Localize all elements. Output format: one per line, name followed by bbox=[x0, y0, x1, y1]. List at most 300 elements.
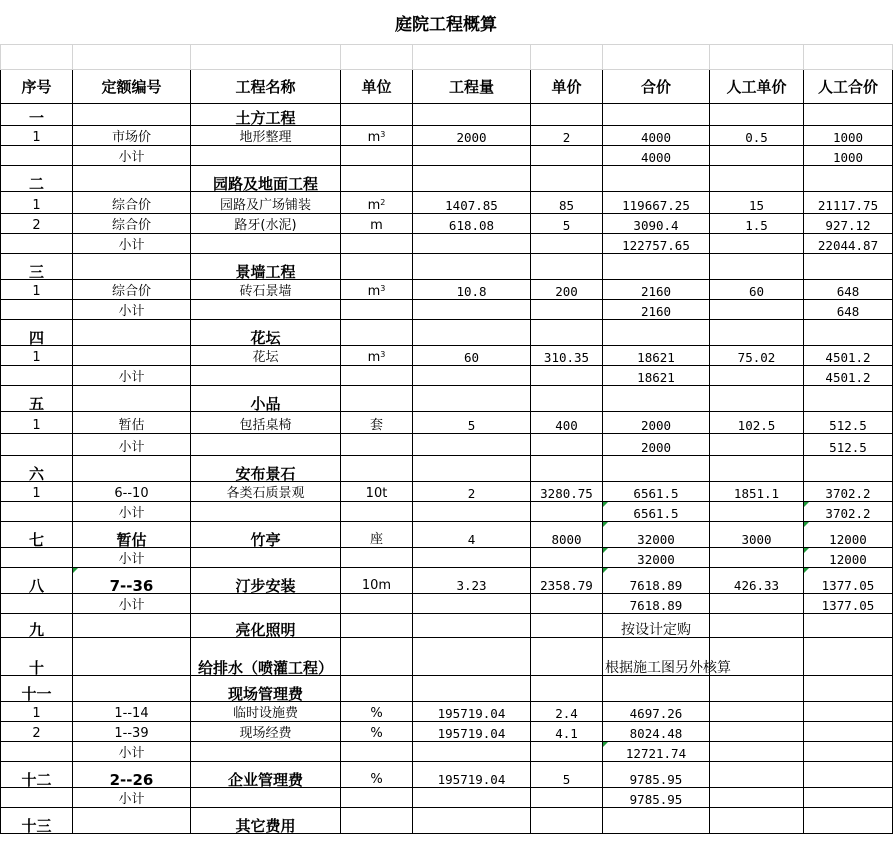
table-cell[interactable]: 2000 bbox=[603, 434, 710, 456]
table-cell[interactable] bbox=[191, 300, 341, 320]
table-cell[interactable]: 75.02 bbox=[710, 346, 804, 366]
table-cell[interactable] bbox=[710, 594, 804, 614]
table-cell[interactable]: 195719.04 bbox=[413, 702, 531, 722]
table-cell[interactable] bbox=[710, 254, 804, 280]
table-cell[interactable] bbox=[413, 234, 531, 254]
table-cell[interactable] bbox=[413, 434, 531, 456]
table-cell[interactable] bbox=[531, 300, 603, 320]
table-cell[interactable]: % bbox=[341, 702, 413, 722]
table-cell[interactable]: 3702.2 bbox=[804, 502, 893, 522]
table-cell[interactable]: 九 bbox=[1, 614, 73, 638]
table-cell[interactable]: 927.12 bbox=[804, 214, 893, 234]
table-cell[interactable] bbox=[73, 808, 191, 834]
table-cell[interactable] bbox=[191, 788, 341, 808]
table-cell[interactable]: 现场管理费 bbox=[191, 676, 341, 702]
table-cell[interactable]: 套 bbox=[341, 412, 413, 434]
table-cell[interactable] bbox=[1, 300, 73, 320]
table-cell[interactable]: 十一 bbox=[1, 676, 73, 702]
table-cell[interactable]: 小计 bbox=[73, 234, 191, 254]
table-cell[interactable]: 十 bbox=[1, 638, 73, 676]
table-cell[interactable] bbox=[413, 548, 531, 568]
table-cell[interactable] bbox=[413, 146, 531, 166]
table-cell[interactable] bbox=[531, 166, 603, 192]
table-cell[interactable]: 2160 bbox=[603, 280, 710, 300]
table-cell[interactable]: 6--10 bbox=[73, 482, 191, 502]
table-cell[interactable]: 暂估 bbox=[73, 412, 191, 434]
header-cell[interactable]: 合价 bbox=[603, 70, 710, 104]
table-cell[interactable]: 小计 bbox=[73, 502, 191, 522]
table-cell[interactable]: 七 bbox=[1, 522, 73, 548]
table-cell[interactable]: $m^3$ bbox=[341, 126, 413, 146]
table-cell[interactable]: 安布景石 bbox=[191, 456, 341, 482]
table-cell[interactable] bbox=[603, 676, 710, 702]
table-cell[interactable] bbox=[341, 366, 413, 386]
table-cell[interactable]: 10t bbox=[341, 482, 413, 502]
table-cell[interactable]: 花坛 bbox=[191, 346, 341, 366]
table-cell[interactable] bbox=[413, 300, 531, 320]
table-cell[interactable] bbox=[191, 234, 341, 254]
table-cell[interactable] bbox=[341, 146, 413, 166]
table-cell[interactable]: 包括桌椅 bbox=[191, 412, 341, 434]
table-cell[interactable] bbox=[341, 166, 413, 192]
table-cell[interactable] bbox=[603, 386, 710, 412]
table-cell[interactable] bbox=[710, 788, 804, 808]
header-cell[interactable]: 序号 bbox=[1, 70, 73, 104]
table-cell[interactable]: 土方工程 bbox=[191, 104, 341, 126]
table-cell[interactable]: 综合价 bbox=[73, 214, 191, 234]
table-cell[interactable]: 座 bbox=[341, 522, 413, 548]
table-cell[interactable]: 1000 bbox=[804, 146, 893, 166]
table-cell[interactable] bbox=[804, 320, 893, 346]
table-cell[interactable] bbox=[804, 614, 893, 638]
table-cell[interactable]: 砖石景墙 bbox=[191, 280, 341, 300]
table-cell[interactable] bbox=[341, 300, 413, 320]
table-cell[interactable] bbox=[710, 434, 804, 456]
header-cell[interactable]: 单位 bbox=[341, 70, 413, 104]
table-cell[interactable]: 1.5 bbox=[710, 214, 804, 234]
table-cell[interactable]: 618.08 bbox=[413, 214, 531, 234]
table-cell[interactable]: 1 bbox=[1, 702, 73, 722]
table-cell[interactable] bbox=[1, 502, 73, 522]
table-cell[interactable]: 1 bbox=[1, 280, 73, 300]
table-cell[interactable]: 1 bbox=[1, 482, 73, 502]
table-cell[interactable]: 1--39 bbox=[73, 722, 191, 742]
table-cell[interactable] bbox=[804, 676, 893, 702]
table-cell[interactable] bbox=[710, 808, 804, 834]
table-cell[interactable]: 4501.2 bbox=[804, 366, 893, 386]
table-cell[interactable] bbox=[531, 146, 603, 166]
table-cell[interactable]: 亮化照明 bbox=[191, 614, 341, 638]
table-cell[interactable]: 竹亭 bbox=[191, 522, 341, 548]
table-cell[interactable]: 4000 bbox=[603, 126, 710, 146]
header-cell[interactable]: 工程名称 bbox=[191, 70, 341, 104]
table-cell[interactable] bbox=[804, 166, 893, 192]
table-cell[interactable] bbox=[710, 502, 804, 522]
table-cell[interactable]: 按设计定购 bbox=[603, 614, 710, 638]
table-cell[interactable]: 22044.87 bbox=[804, 234, 893, 254]
table-cell[interactable] bbox=[531, 456, 603, 482]
table-cell[interactable] bbox=[603, 166, 710, 192]
table-cell[interactable]: 0.5 bbox=[710, 126, 804, 146]
table-cell[interactable]: 园路及地面工程 bbox=[191, 166, 341, 192]
table-cell[interactable] bbox=[531, 366, 603, 386]
table-cell[interactable] bbox=[341, 434, 413, 456]
table-cell[interactable]: 512.5 bbox=[804, 434, 893, 456]
table-cell[interactable]: 18621 bbox=[603, 366, 710, 386]
table-cell[interactable]: 7--36 bbox=[73, 568, 191, 594]
table-cell[interactable]: 12721.74 bbox=[603, 742, 710, 762]
table-cell[interactable]: m bbox=[341, 214, 413, 234]
table-cell[interactable] bbox=[341, 742, 413, 762]
table-cell[interactable]: 3000 bbox=[710, 522, 804, 548]
table-cell[interactable] bbox=[413, 254, 531, 280]
table-cell[interactable] bbox=[191, 502, 341, 522]
table-cell[interactable] bbox=[341, 320, 413, 346]
table-cell[interactable] bbox=[531, 434, 603, 456]
table-cell[interactable]: 5 bbox=[531, 214, 603, 234]
table-cell[interactable]: 2000 bbox=[413, 126, 531, 146]
table-cell[interactable] bbox=[73, 386, 191, 412]
table-cell[interactable] bbox=[804, 254, 893, 280]
table-cell[interactable] bbox=[341, 614, 413, 638]
table-cell[interactable] bbox=[1, 594, 73, 614]
table-cell[interactable]: 10.8 bbox=[413, 280, 531, 300]
table-cell[interactable] bbox=[531, 254, 603, 280]
table-cell[interactable]: 4501.2 bbox=[804, 346, 893, 366]
table-cell[interactable]: 195719.04 bbox=[413, 762, 531, 788]
table-cell[interactable]: 2000 bbox=[603, 412, 710, 434]
table-cell[interactable]: 1 bbox=[1, 192, 73, 214]
subtotal-row bbox=[1, 434, 893, 456]
table-cell[interactable] bbox=[603, 456, 710, 482]
table-cell[interactable] bbox=[413, 742, 531, 762]
table-cell[interactable] bbox=[73, 254, 191, 280]
table-cell[interactable]: 400 bbox=[531, 412, 603, 434]
table-cell[interactable]: 六 bbox=[1, 456, 73, 482]
table-cell[interactable] bbox=[191, 434, 341, 456]
table-cell[interactable]: 十三 bbox=[1, 808, 73, 834]
table-cell[interactable]: 3702.2 bbox=[804, 482, 893, 502]
table-cell[interactable]: 小计 bbox=[73, 742, 191, 762]
table-cell[interactable] bbox=[603, 104, 710, 126]
table-cell[interactable]: 7618.89 bbox=[603, 568, 710, 594]
table-cell[interactable]: 15 bbox=[710, 192, 804, 214]
table-cell[interactable] bbox=[413, 788, 531, 808]
table-cell[interactable]: 2.4 bbox=[531, 702, 603, 722]
table-cell[interactable] bbox=[341, 594, 413, 614]
sheet-title: 庭院工程概算 bbox=[0, 0, 892, 45]
table-cell[interactable] bbox=[603, 320, 710, 346]
table-cell[interactable] bbox=[413, 456, 531, 482]
table-cell[interactable] bbox=[531, 808, 603, 834]
header-cell[interactable]: 人工合价 bbox=[804, 70, 893, 104]
table-cell[interactable] bbox=[191, 548, 341, 568]
table-cell[interactable] bbox=[531, 594, 603, 614]
table-cell[interactable] bbox=[710, 722, 804, 742]
table-cell[interactable] bbox=[710, 146, 804, 166]
table-cell[interactable] bbox=[1, 548, 73, 568]
table-cell[interactable]: 32000 bbox=[603, 548, 710, 568]
table-cell[interactable]: 10m bbox=[341, 568, 413, 594]
table-cell[interactable]: 2 bbox=[1, 722, 73, 742]
table-cell[interactable]: 小计 bbox=[73, 146, 191, 166]
table-cell[interactable] bbox=[804, 762, 893, 788]
table-cell[interactable]: 310.35 bbox=[531, 346, 603, 366]
table-cell[interactable] bbox=[341, 548, 413, 568]
table-cell[interactable]: 给排水（喷灌工程） bbox=[191, 638, 341, 676]
table-cell[interactable]: 3.23 bbox=[413, 568, 531, 594]
table-cell[interactable] bbox=[341, 788, 413, 808]
table-cell[interactable] bbox=[1, 788, 73, 808]
table-cell[interactable] bbox=[341, 456, 413, 482]
table-cell[interactable]: 119667.25 bbox=[603, 192, 710, 214]
table-cell[interactable]: 195719.04 bbox=[413, 722, 531, 742]
table-cell[interactable] bbox=[413, 808, 531, 834]
table-cell[interactable]: 市场价 bbox=[73, 126, 191, 146]
table-cell[interactable] bbox=[804, 702, 893, 722]
table-cell[interactable] bbox=[1, 234, 73, 254]
table-cell[interactable] bbox=[341, 808, 413, 834]
table-cell[interactable]: 21117.75 bbox=[804, 192, 893, 214]
table-cell[interactable] bbox=[413, 676, 531, 702]
table-cell[interactable]: 8000 bbox=[531, 522, 603, 548]
table-cell[interactable]: 4697.26 bbox=[603, 702, 710, 722]
table-cell[interactable]: 汀步安装 bbox=[191, 568, 341, 594]
table-cell[interactable] bbox=[413, 320, 531, 346]
table-cell[interactable] bbox=[413, 104, 531, 126]
table-cell[interactable]: 五 bbox=[1, 386, 73, 412]
table-cell[interactable]: 1 bbox=[1, 412, 73, 434]
table-cell[interactable]: 60 bbox=[413, 346, 531, 366]
table-cell[interactable] bbox=[413, 366, 531, 386]
table-cell[interactable] bbox=[710, 548, 804, 568]
table-cell[interactable] bbox=[531, 548, 603, 568]
table-cell[interactable] bbox=[804, 456, 893, 482]
table-cell[interactable] bbox=[73, 346, 191, 366]
table-cell[interactable] bbox=[710, 456, 804, 482]
table-cell[interactable] bbox=[603, 808, 710, 834]
table-cell[interactable] bbox=[710, 104, 804, 126]
table-cell[interactable] bbox=[804, 808, 893, 834]
table-cell[interactable]: 32000 bbox=[603, 522, 710, 548]
table-cell[interactable]: 2358.79 bbox=[531, 568, 603, 594]
table-cell[interactable] bbox=[413, 638, 531, 676]
table-cell[interactable]: 四 bbox=[1, 320, 73, 346]
table-cell[interactable] bbox=[341, 638, 413, 676]
table-cell[interactable]: $m^3$ bbox=[341, 346, 413, 366]
table-cell[interactable] bbox=[710, 762, 804, 788]
table-cell[interactable] bbox=[341, 502, 413, 522]
table-cell[interactable]: 2 bbox=[531, 126, 603, 146]
table-cell[interactable] bbox=[710, 234, 804, 254]
table-cell[interactable] bbox=[191, 366, 341, 386]
table-cell[interactable] bbox=[73, 638, 191, 676]
table-cell[interactable]: 小品 bbox=[191, 386, 341, 412]
table-cell[interactable]: 4000 bbox=[603, 146, 710, 166]
table-cell[interactable]: 5 bbox=[413, 412, 531, 434]
table-cell[interactable] bbox=[710, 614, 804, 638]
table-cell[interactable]: 园路及广场铺装 bbox=[191, 192, 341, 214]
header-cell[interactable]: 工程量 bbox=[413, 70, 531, 104]
table-cell[interactable] bbox=[531, 104, 603, 126]
table-cell[interactable]: 小计 bbox=[73, 548, 191, 568]
table-cell[interactable]: 648 bbox=[804, 280, 893, 300]
table-cell[interactable]: 1377.05 bbox=[804, 594, 893, 614]
table-cell[interactable] bbox=[73, 676, 191, 702]
table-cell[interactable]: 综合价 bbox=[73, 192, 191, 214]
table-cell[interactable]: 4 bbox=[413, 522, 531, 548]
table-cell[interactable]: $m^2$ bbox=[341, 192, 413, 214]
table-cell[interactable] bbox=[710, 702, 804, 722]
table-cell[interactable] bbox=[804, 788, 893, 808]
table-cell[interactable]: 小计 bbox=[73, 594, 191, 614]
table-cell[interactable]: 1 bbox=[1, 126, 73, 146]
table-cell[interactable]: 426.33 bbox=[710, 568, 804, 594]
table-cell[interactable] bbox=[710, 320, 804, 346]
table-cell[interactable] bbox=[341, 676, 413, 702]
table-cell[interactable] bbox=[73, 456, 191, 482]
table-cell[interactable]: 1 bbox=[1, 346, 73, 366]
table-cell[interactable]: 102.5 bbox=[710, 412, 804, 434]
table-cell[interactable]: 小计 bbox=[73, 788, 191, 808]
table-cell[interactable]: 3280.75 bbox=[531, 482, 603, 502]
table-cell[interactable]: 9785.95 bbox=[603, 762, 710, 788]
table-cell[interactable]: 85 bbox=[531, 192, 603, 214]
table-cell[interactable]: 6561.5 bbox=[603, 482, 710, 502]
table-cell[interactable]: 1851.1 bbox=[710, 482, 804, 502]
header-cell[interactable]: 单价 bbox=[531, 70, 603, 104]
table-cell[interactable]: 2 bbox=[1, 214, 73, 234]
table-cell[interactable] bbox=[413, 614, 531, 638]
table-cell[interactable] bbox=[341, 104, 413, 126]
table-cell[interactable]: % bbox=[341, 722, 413, 742]
table-cell[interactable] bbox=[531, 742, 603, 762]
table-cell[interactable]: 3090.4 bbox=[603, 214, 710, 234]
table-cell[interactable] bbox=[341, 254, 413, 280]
table-cell[interactable]: 企业管理费 bbox=[191, 762, 341, 788]
table-cell[interactable]: 8024.48 bbox=[603, 722, 710, 742]
table-cell[interactable] bbox=[413, 166, 531, 192]
table-cell[interactable] bbox=[531, 234, 603, 254]
table-cell[interactable]: 各类石质景观 bbox=[191, 482, 341, 502]
table-cell[interactable]: 200 bbox=[531, 280, 603, 300]
table-cell[interactable]: 2 bbox=[413, 482, 531, 502]
table-cell[interactable] bbox=[804, 386, 893, 412]
table-cell[interactable] bbox=[531, 386, 603, 412]
table-cell[interactable] bbox=[73, 614, 191, 638]
table-cell[interactable] bbox=[531, 638, 603, 676]
table-cell[interactable]: 花坛 bbox=[191, 320, 341, 346]
table-cell[interactable] bbox=[710, 742, 804, 762]
item-row bbox=[1, 722, 893, 742]
table-cell[interactable]: 12000 bbox=[804, 522, 893, 548]
table-cell[interactable]: 现场经费 bbox=[191, 722, 341, 742]
table-cell[interactable]: 648 bbox=[804, 300, 893, 320]
table-cell[interactable]: 其它费用 bbox=[191, 808, 341, 834]
table-cell[interactable]: 7618.89 bbox=[603, 594, 710, 614]
table-cell[interactable]: 12000 bbox=[804, 548, 893, 568]
table-cell[interactable]: 根据施工图另外核算 bbox=[603, 638, 710, 676]
table-cell[interactable]: 二 bbox=[1, 166, 73, 192]
table-cell[interactable] bbox=[73, 104, 191, 126]
table-cell[interactable]: 6561.5 bbox=[603, 502, 710, 522]
table-cell[interactable]: 2--26 bbox=[73, 762, 191, 788]
table-cell[interactable]: 5 bbox=[531, 762, 603, 788]
table-cell[interactable]: 512.5 bbox=[804, 412, 893, 434]
table-cell[interactable]: 三 bbox=[1, 254, 73, 280]
table-cell[interactable] bbox=[413, 502, 531, 522]
table-cell[interactable]: % bbox=[341, 762, 413, 788]
table-cell[interactable] bbox=[191, 742, 341, 762]
table-cell[interactable]: 路牙(水泥) bbox=[191, 214, 341, 234]
table-cell[interactable] bbox=[804, 638, 893, 676]
table-cell[interactable]: 4.1 bbox=[531, 722, 603, 742]
table-cell[interactable] bbox=[73, 320, 191, 346]
table-cell[interactable] bbox=[603, 254, 710, 280]
table-cell[interactable] bbox=[710, 676, 804, 702]
table-cell[interactable] bbox=[804, 104, 893, 126]
table-cell[interactable]: 1000 bbox=[804, 126, 893, 146]
table-cell[interactable]: 1377.05 bbox=[804, 568, 893, 594]
table-cell[interactable] bbox=[341, 386, 413, 412]
table-cell[interactable]: 1--14 bbox=[73, 702, 191, 722]
header-cell[interactable]: 定额编号 bbox=[73, 70, 191, 104]
table-cell[interactable]: 小计 bbox=[73, 300, 191, 320]
table-cell[interactable] bbox=[804, 742, 893, 762]
table-cell[interactable]: 景墙工程 bbox=[191, 254, 341, 280]
table-cell[interactable]: 暂估 bbox=[73, 522, 191, 548]
table-cell[interactable] bbox=[531, 502, 603, 522]
table-cell[interactable] bbox=[1, 146, 73, 166]
table-cell[interactable] bbox=[710, 386, 804, 412]
table-cell[interactable]: 122757.65 bbox=[603, 234, 710, 254]
table-cell[interactable] bbox=[413, 594, 531, 614]
table-cell[interactable]: 2160 bbox=[603, 300, 710, 320]
table-cell[interactable]: 综合价 bbox=[73, 280, 191, 300]
table-cell[interactable] bbox=[531, 320, 603, 346]
table-cell[interactable]: 小计 bbox=[73, 434, 191, 456]
table-cell[interactable] bbox=[531, 676, 603, 702]
table-cell[interactable]: 1407.85 bbox=[413, 192, 531, 214]
table-cell[interactable] bbox=[1, 366, 73, 386]
table-cell[interactable] bbox=[413, 386, 531, 412]
table-cell[interactable]: 60 bbox=[710, 280, 804, 300]
table-cell[interactable] bbox=[1, 742, 73, 762]
table-cell[interactable]: 八 bbox=[1, 568, 73, 594]
table-cell[interactable] bbox=[191, 594, 341, 614]
table-cell[interactable] bbox=[191, 146, 341, 166]
table-cell[interactable] bbox=[531, 788, 603, 808]
table-cell[interactable]: 十二 bbox=[1, 762, 73, 788]
table-cell[interactable] bbox=[73, 166, 191, 192]
table-cell[interactable] bbox=[710, 166, 804, 192]
table-cell[interactable] bbox=[710, 366, 804, 386]
table-cell[interactable]: 地形整理 bbox=[191, 126, 341, 146]
table-cell[interactable] bbox=[531, 614, 603, 638]
section-row bbox=[1, 166, 893, 192]
table-cell[interactable]: 一 bbox=[1, 104, 73, 126]
table-cell[interactable]: 18621 bbox=[603, 346, 710, 366]
table-cell[interactable]: 小计 bbox=[73, 366, 191, 386]
table-cell[interactable] bbox=[341, 234, 413, 254]
table-cell[interactable]: 临时设施费 bbox=[191, 702, 341, 722]
table-cell[interactable] bbox=[710, 300, 804, 320]
table-cell[interactable]: $m^3$ bbox=[341, 280, 413, 300]
table-cell[interactable] bbox=[804, 722, 893, 742]
table-cell[interactable] bbox=[1, 434, 73, 456]
table-cell[interactable]: 9785.95 bbox=[603, 788, 710, 808]
header-cell[interactable]: 人工单价 bbox=[710, 70, 804, 104]
